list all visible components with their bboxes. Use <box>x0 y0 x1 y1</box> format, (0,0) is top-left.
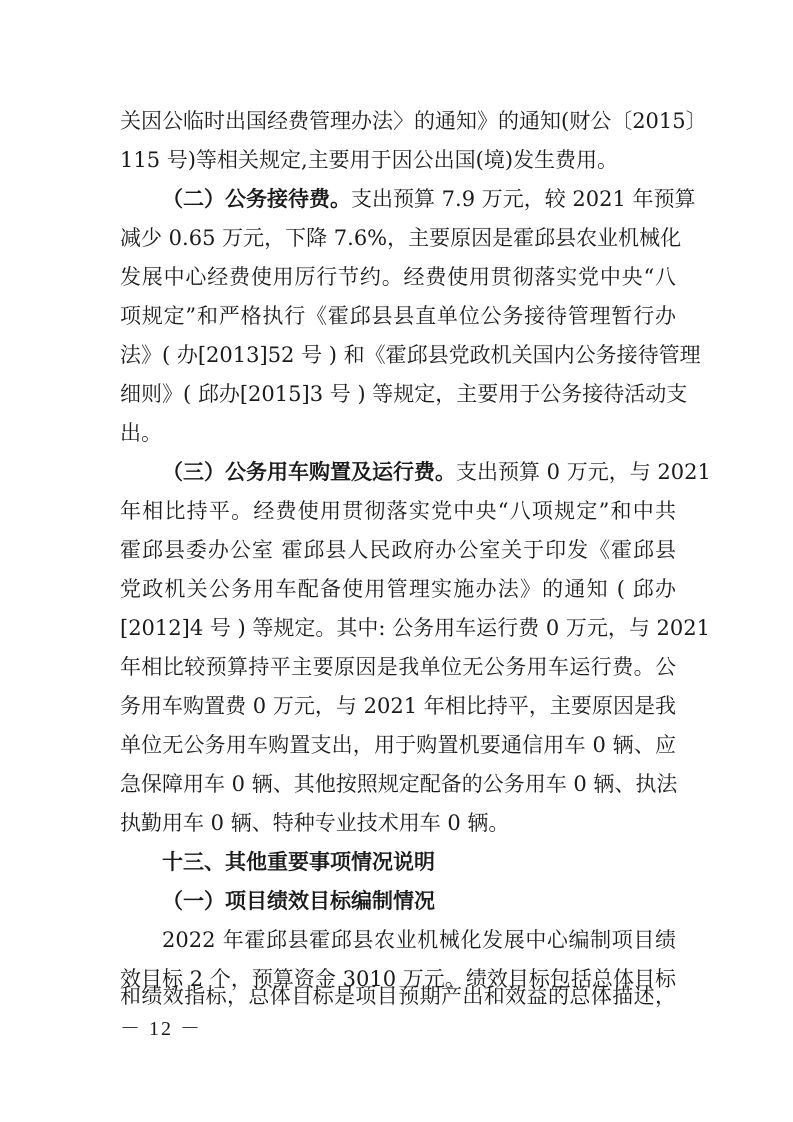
reception-line-6: 细则》( 邱办[2015]3 号 ) 等规定，主要用于公务接待活动支 <box>120 382 688 406</box>
travel-line-1: 关因公临时出国经费管理办法〉的通知》的通知(财公〔2015〕 <box>120 109 707 133</box>
performance-line-1: 2022 年霍邱县霍邱县农业机械化发展中心编制项目绩 <box>162 928 676 952</box>
reception-line-7: 出。 <box>120 421 162 445</box>
vehicle-line-6: 年相比较预算持平主要原因是我单位无公务用车运行费。公 <box>120 655 676 679</box>
vehicle-line-1 <box>162 454 711 490</box>
page-number: － 12 － <box>120 1018 202 1040</box>
reception-line-5: 法》( 办[2013]52 号 ) 和《霍邱县党政机关国内公务接待管理 <box>120 343 701 367</box>
vehicle-line-4: 党政机关公务用车配备使用管理实施办法》的通知 ( 邱办 <box>120 577 676 601</box>
reception-line-1 <box>162 181 696 217</box>
vehicle-line-8: 单位无公务用车购置支出，用于购置机要通信用车 0 辆、应 <box>120 733 676 757</box>
vehicle-line-2: 年相比持平。经费使用贯彻落实党中央“八项规定”和中共 <box>120 499 676 523</box>
reception-line-3: 发展中心经费使用厉行节约。经费使用贯彻落实党中央“八 <box>120 265 676 289</box>
reception-line-2: 减少 0.65 万元，下降 7.6%，主要原因是霍邱县农业机械化 <box>120 226 682 250</box>
reception-line-4: 项规定”和严格执行《霍邱县县直单位公务接待管理暂行办 <box>120 304 676 328</box>
performance-line-3: 和绩效指标，总体目标是项目预期产出和效益的总体描述， <box>120 984 676 1008</box>
vehicle-line-7: 务用车购置费 0 万元，与 2021 年相比持平，主要原因是我 <box>120 694 676 718</box>
vehicle-line-1-text: 支出预算 0 万元，与 2021 <box>456 460 711 484</box>
section-13-title: 十三、其他重要事项情况说明 <box>162 850 435 874</box>
reception-heading: （二）公务接待费。 <box>162 187 351 211</box>
vehicle-line-9: 急保障用车 0 辆、其他按照规定配备的公务用车 0 辆、执法 <box>120 772 678 796</box>
reception-line-1-text: 支出预算 7.9 万元，较 2021 年预算 <box>351 187 696 211</box>
vehicle-line-10: 执勤用车 0 辆、特种专业技术用车 0 辆。 <box>120 811 510 835</box>
performance-line-2: 效目标 2 个，预算资金 3010 万元。绩效目标包括总体目标 <box>120 967 676 991</box>
travel-line-2: 115 号)等相关规定,主要用于因公出国(境)发生费用。 <box>120 148 619 172</box>
vehicle-line-5: [2012]4 号 ) 等规定。其中: 公务用车运行费 0 万元，与 2021 <box>120 616 710 640</box>
vehicle-heading: （三）公务用车购置及运行费。 <box>162 460 456 484</box>
section-13-subheading-1: （一）项目绩效目标编制情况 <box>162 889 435 913</box>
vehicle-line-3: 霍邱县委办公室 霍邱县人民政府办公室关于印发《霍邱县 <box>120 538 676 562</box>
